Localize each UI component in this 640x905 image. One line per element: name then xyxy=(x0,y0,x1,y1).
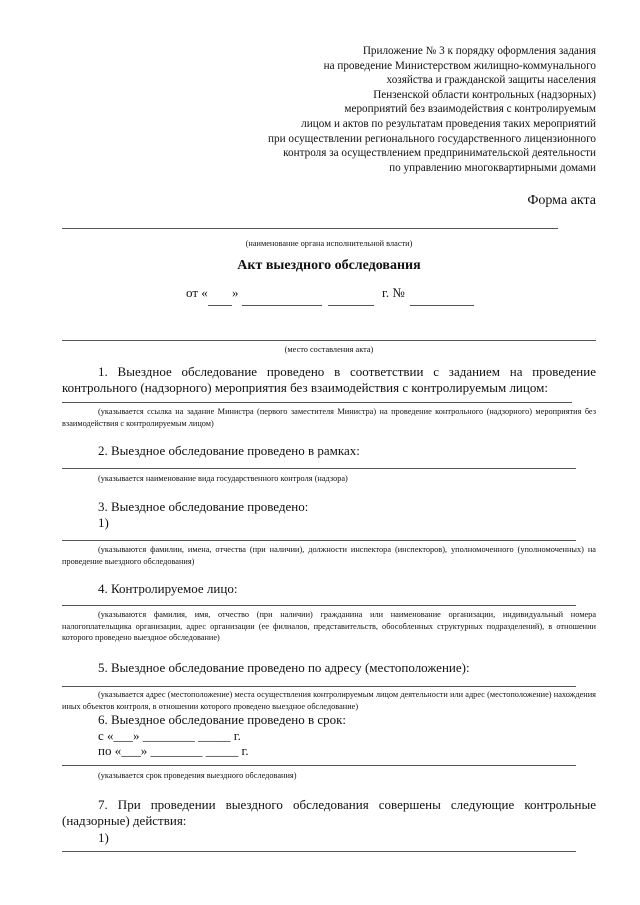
appendix-line: при осуществлении регионального государственного лицензионного xyxy=(268,132,596,145)
section-3-line xyxy=(62,540,576,541)
section-2-text: 2. Выездное обследование проведено в рамках: xyxy=(98,443,360,458)
section-5-note: (указывается адрес (местоположение) места осуществления контролируемым лицом деятельности или адрес (местоположение) нахождения иных объектов контроля, в отношении которого проведено выездное обследование) xyxy=(62,690,596,711)
section-1-line xyxy=(62,402,572,403)
place-line xyxy=(62,340,596,341)
appendix-line: мероприятий без взаимодействия с контролируемым xyxy=(344,103,596,116)
section-1-text: 1. Выездное обследование проведено в соответствии с заданием на проведение контрольного (надзорного) мероприятия без взаимодействия с контролируемым лицом: xyxy=(62,364,596,395)
number-blank xyxy=(410,305,474,306)
section-7-text: 7. При проведении выездного обследования совершены следующие контрольные (надзорные) действия: xyxy=(62,797,596,828)
section-3-item: 1) xyxy=(98,515,109,530)
date-close-quote: » xyxy=(232,285,239,300)
caption-authority: (наименование органа исполнительной власти) xyxy=(245,239,413,248)
date-year-number-label: г. № xyxy=(382,285,405,300)
section-5-text: 5. Выездное обследование проведено по адресу (местоположение): xyxy=(98,660,470,675)
caption-place: (место составления акта) xyxy=(284,345,374,354)
section-6-text: 6. Выездное обследование проведено в срок: xyxy=(98,712,347,727)
appendix-line: хозяйства и гражданской защиты населения xyxy=(386,74,596,87)
section-4-text: 4. Контролируемое лицо: xyxy=(98,581,238,596)
act-title: Акт выездного обследования xyxy=(237,258,421,273)
section-3-note: (указываются фамилии, имена, отчества (при наличии), должности инспектора (инспекторов), уполномоченного (уполномоченных) на проведение выездного обследования) xyxy=(62,545,596,566)
section-2-line xyxy=(62,468,576,469)
appendix-line: по управлению многоквартирными домами xyxy=(389,161,596,174)
date-from-label: от « xyxy=(186,285,208,300)
section-1-note: (указывается ссылка на задание Министра (первого заместителя Министра) на проведение контрольного (надзорного) мероприятия без взаимодействия с контролируемым лицом) xyxy=(62,407,596,428)
section-7-item: 1) xyxy=(98,830,109,845)
section-6-note: (указывается срок проведения выездного обследования) xyxy=(98,771,297,780)
appendix-line: контроля за осуществлением предпринимательской деятельности xyxy=(283,147,596,160)
section-6-to: по «___» ________ _____ г. xyxy=(98,743,249,758)
section-6-from: с «___» ________ _____ г. xyxy=(98,728,241,743)
month-blank xyxy=(242,305,322,306)
appendix-line: Приложение № 3 к порядку оформления задания xyxy=(362,45,596,57)
appendix-line: на проведение Министерством жилищно-коммунального xyxy=(323,59,596,72)
appendix-line: Пензенской области контрольных (надзорных) xyxy=(373,88,596,101)
appendix-header xyxy=(200,44,596,175)
section-5-line xyxy=(62,686,576,687)
appendix-line: лицом и актов по результатам проведения таких мероприятий xyxy=(301,117,596,130)
section-7-line xyxy=(62,851,576,852)
section-6-line xyxy=(62,765,576,766)
authority-line xyxy=(62,228,558,229)
section-4-line xyxy=(62,605,576,606)
section-2-note: (указывается наименование вида государственного контроля (надзора) xyxy=(98,474,348,483)
section-3-text: 3. Выездное обследование проведено: xyxy=(98,499,309,514)
day-blank xyxy=(208,305,232,306)
form-label: Форма акта xyxy=(527,193,596,208)
section-4-note: (указываются фамилия, имя, отчество (при наличии) гражданина или наименование организации, индивидуальный номера налогоплательщика организации, адрес организации (ее филиалов, представительств, обособленных структурных подразделений), в отношении которого проведено выездное обследование) xyxy=(62,610,596,642)
year-blank xyxy=(328,305,374,306)
